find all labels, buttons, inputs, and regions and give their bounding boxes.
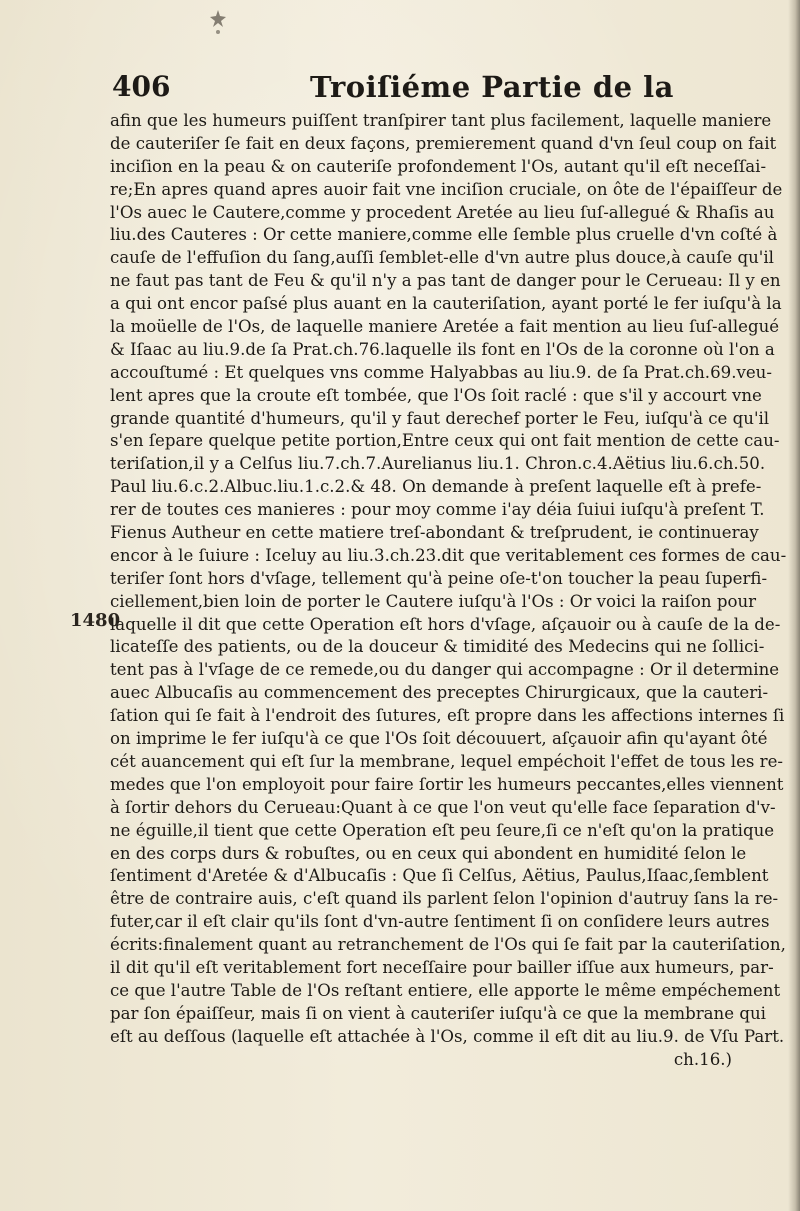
- text-line: l'Os auec le Cautere,comme y procedent Aretée au lieu ſuſ-allegué & Rhaſis au: [110, 202, 775, 222]
- page-number: 406: [112, 70, 171, 103]
- text-line: & Iſaac au liu.9.de ſa Prat.ch.76.laquelle ils font en l'Os de la coronne où l'on a: [110, 339, 775, 359]
- text-line: en des corps durs & robuſtes, ou en ceux qui abondent en humidité ſelon le: [110, 843, 747, 863]
- text-line: eſt au deſſous (laquelle eſt attachée à l'Os, comme il eſt dit au liu.9. de Vſu Part.: [110, 1026, 785, 1046]
- text-line: ſentiment d'Aretée & d'Albucaſis : Que ſi Celſus, Aëtius, Paulus,Iſaac,ſemblent: [110, 866, 769, 886]
- text-line: il dit qu'il eſt veritablement fort neceſſaire pour bailler iſſue aux humeurs, par-: [110, 957, 774, 977]
- text-line: encor à le ſuiure : Iceluy au liu.3.ch.23.dit que veritablement ces formes de cau-: [110, 545, 787, 565]
- page-edge-shadow: [788, 0, 800, 1211]
- text-line: par ſon épaiſſeur, mais ſi on vient à cauteriſer iuſqu'à ce que la membrane qui: [110, 1003, 766, 1023]
- running-title: Troiſiéme Partie de la: [310, 70, 674, 104]
- text-line: afin que les humeurs puiſſent tranſpirer tant plus facilement, laquelle maniere: [110, 111, 772, 130]
- text-line: teriſer ſont hors d'vſage, tellement qu'à peine oſe-t'on toucher la peau ſuperfi-: [110, 568, 768, 588]
- text-line: on imprime le fer iuſqu'à ce que l'Os ſoit découuert, aſçauoir afin qu'ayant ôté: [110, 729, 768, 749]
- text-line: laquelle il dit que cette Operation eſt hors d'vſage, aſçauoir ou à cauſe de la de-: [110, 614, 781, 634]
- text-line: teriſation,il y a Celſus liu.7.ch.7.Aurelianus liu.1. Chron.c.4.Aëtius liu.6.ch.50.: [110, 454, 766, 474]
- text-line: re;En apres quand apres auoir fait vne inciſion cruciale, on ôte de l'épaiſſeur de: [110, 179, 783, 199]
- text-line: lent apres que la croute eſt tombée, que l'Os ſoit raclé : que s'il y accourt vne: [110, 385, 762, 405]
- text-line: liu.des Cauteres : Or cette maniere,comme elle ſemble plus cruelle d'vn coſté à: [110, 225, 778, 245]
- text-line: Fienus Autheur en cette matiere treſ-abondant & treſprudent, ie continueray: [110, 523, 759, 543]
- text-line: tent pas à l'vſage de ce remede,ou du danger qui accompagne : Or il determine: [110, 660, 780, 680]
- text-line: grande quantité d'humeurs, qu'il y faut derechef porter le Feu, iuſqu'à ce qu'il: [110, 408, 770, 428]
- body-text: [110, 110, 790, 1071]
- text-line: Paul liu.6.c.2.Albuc.liu.1.c.2.& 48. On demande à preſent laquelle eſt à prefe-: [110, 477, 762, 497]
- text-line: ne faut pas tant de Feu & qu'il n'y a pas tant de danger pour le Cerueau: Il y en: [110, 271, 781, 291]
- text-line: à ſortir dehors du Cerueau:Quant à ce que l'on veut qu'elle face ſeparation d'v-: [110, 797, 776, 817]
- text-line-final: ch.16.): [673, 1049, 732, 1069]
- text-line: accouſtumé : Et quelques vns comme Halyabbas au liu.9. de ſa Prat.ch.69.veu-: [110, 362, 772, 382]
- text-line: rer de toutes ces manieres : pour moy comme i'ay déia ſuiui iuſqu'à preſent T.: [110, 500, 765, 520]
- margin-note-number: 1480: [70, 610, 121, 631]
- text-line: licateſſe des patients, ou de la douceur & timidité des Medecins qui ne ſollici-: [110, 637, 765, 657]
- text-line: être de contraire auis, c'eſt quand ils parlent ſelon l'opinion d'autruy ſans la re-: [110, 889, 779, 909]
- text-line: ciellement,bien loin de porter le Cautere iuſqu'à l'Os : Or voici la raiſon pour: [110, 591, 757, 611]
- text-line: ſation qui ſe fait à l'endroit des ſutures, eſt propre dans les affections internes ſi: [110, 706, 785, 726]
- text-line: auec Albucaſis au commencement des preceptes Chirurgicaux, que la cauteri-: [110, 683, 769, 703]
- text-line: futer,car il eſt clair qu'ils ſont d'vn-autre ſentiment ſi on conſidere leurs autres: [110, 912, 770, 932]
- text-line: de cauteriſer ſe fait en deux façons, premierement quand d'vn ſeul coup on fait: [110, 133, 777, 153]
- text-line: cét auancement qui eſt ſur la membrane, lequel empéchoit l'effet de tous les re-: [110, 751, 784, 771]
- text-line: a qui ont encor paſsé plus auant en la cauteriſation, ayant porté le fer iuſqu'à la: [110, 294, 782, 314]
- text-line: medes que l'on employoit pour faire ſortir les humeurs peccantes,elles viennent: [110, 774, 784, 794]
- text-line: ne éguille,il tient que cette Operation eſt peu ſeure,ſi ce n'eſt qu'on la pratique: [110, 820, 775, 840]
- printers-ornament-icon: [208, 8, 228, 38]
- text-line: ce que l'autre Table de l'Os reſtant entiere, elle apporte le même empéchement: [110, 980, 781, 1000]
- text-line: écrits:finalement quant au retranchement de l'Os qui ſe fait par la cauteriſation,: [110, 935, 786, 955]
- text-line: s'en ſepare quelque petite portion,Entre ceux qui ont fait mention de cette cau-: [110, 431, 780, 451]
- text-line: cauſe de l'effuſion du ſang,auſſi ſemblet-elle d'vn autre plus douce,à cauſe qu'il: [110, 248, 774, 268]
- text-line: inciſion en la peau & on cauteriſe profondement l'Os, autant qu'il eſt neceſſai-: [110, 156, 767, 176]
- text-line: la moüelle de l'Os, de laquelle maniere Aretée a fait mention au lieu ſuſ-allegué: [110, 317, 780, 337]
